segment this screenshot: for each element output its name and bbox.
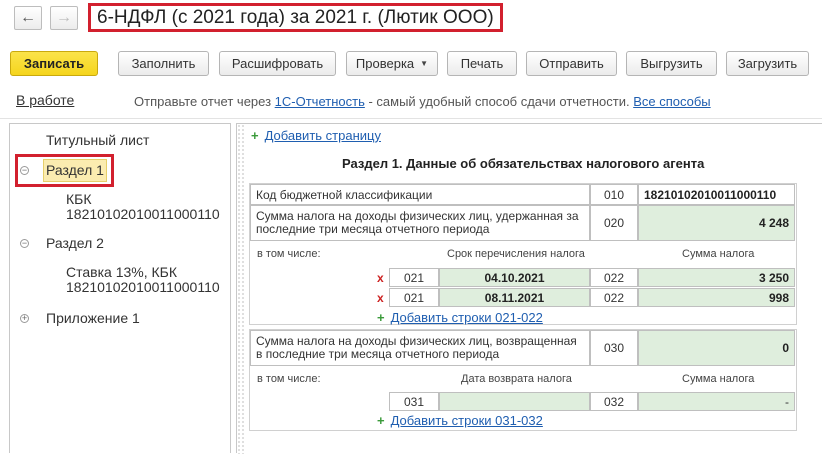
- info-text-before: Отправьте отчет через: [134, 94, 275, 109]
- row1-amount-field[interactable]: 3 250: [638, 268, 795, 287]
- info-text-after: - самый удобный способ сдачи отчетности.: [364, 94, 634, 109]
- tree-item-section2[interactable]: Раздел 2: [46, 235, 104, 251]
- send-button[interactable]: Отправить: [526, 51, 617, 76]
- transfer-date-header: Срок перечисления налога: [447, 248, 585, 260]
- check-dropdown-button[interactable]: [346, 51, 438, 76]
- kbk-code: 18210102010011000110: [66, 206, 220, 222]
- add-rows-021-label: Добавить строки 021-022: [390, 310, 543, 325]
- kbk-row-label: Код бюджетной классификации: [250, 184, 590, 205]
- rate-label: Ставка 13%, КБК: [66, 264, 177, 280]
- tree-item-title-sheet[interactable]: Титульный лист: [46, 132, 150, 148]
- withheld-code: 020: [590, 205, 638, 241]
- arrow-left-icon: ←: [20, 9, 36, 26]
- add-rows-031-label: Добавить строки 031-032: [390, 413, 543, 428]
- section-title: Раздел 1. Данные об обязательствах налогового агента: [342, 156, 705, 171]
- collapse-icon[interactable]: −: [21, 165, 28, 175]
- return-date-header: Дата возврата налога: [461, 373, 572, 385]
- withheld-label: Сумма налога на доходы физических лиц, удержанная за последние три месяца отчетного периода: [250, 205, 590, 241]
- plus-icon: +: [377, 413, 385, 428]
- tax-amount-header-2: Сумма налога: [682, 373, 755, 385]
- print-button[interactable]: Печать: [447, 51, 517, 76]
- kbk-label: КБК: [66, 191, 92, 207]
- rate-code: 18210102010011000110: [66, 279, 220, 295]
- row1-code-022: 022: [590, 268, 638, 287]
- returned-label: Сумма налога на доходы физических лиц, возвращенная в последние три месяца отчетного периода: [250, 330, 590, 366]
- report-form: [236, 123, 822, 453]
- check-button-label: Проверка: [355, 56, 415, 71]
- resize-grip[interactable]: [237, 124, 245, 454]
- row2-code-022: 022: [590, 288, 638, 307]
- fill-button[interactable]: Заполнить: [118, 51, 209, 76]
- delete-row-icon[interactable]: x: [377, 271, 384, 285]
- return-row-code-031: 031: [389, 392, 439, 411]
- return-amount-field[interactable]: -: [638, 392, 795, 411]
- status-link[interactable]: В работе: [16, 92, 75, 108]
- forward-button[interactable]: [50, 6, 78, 30]
- sections-tree: [9, 123, 231, 453]
- add-page-link[interactable]: [251, 128, 381, 143]
- kbk-value-field[interactable]: 18210102010011000110: [638, 184, 795, 205]
- tax-amount-header: Сумма налога: [682, 248, 755, 260]
- arrow-right-icon: →: [56, 9, 72, 26]
- tree-item-section1[interactable]: Раздел 1: [46, 162, 104, 178]
- save-button[interactable]: Записать: [10, 51, 98, 76]
- including-label: в том числе:: [257, 248, 321, 260]
- plus-icon: +: [377, 310, 385, 325]
- import-button[interactable]: Загрузить: [726, 51, 809, 76]
- withheld-value-field[interactable]: 4 248: [638, 205, 795, 241]
- return-row-code-032: 032: [590, 392, 638, 411]
- row1-date-field[interactable]: 04.10.2021: [439, 268, 590, 287]
- returned-code: 030: [590, 330, 638, 366]
- expand-icon[interactable]: +: [21, 313, 28, 323]
- info-message: [134, 94, 711, 109]
- add-page-label: Добавить страницу: [264, 128, 381, 143]
- including-label-2: в том числе:: [257, 373, 321, 385]
- decode-button[interactable]: Расшифровать: [219, 51, 336, 76]
- 1c-reporting-link[interactable]: 1С-Отчетность: [274, 94, 365, 109]
- row1-code-021: 021: [389, 268, 439, 287]
- all-ways-link[interactable]: Все способы: [633, 94, 711, 109]
- export-button[interactable]: Выгрузить: [626, 51, 717, 76]
- add-rows-031-link[interactable]: [377, 413, 543, 428]
- returned-value-field[interactable]: 0: [638, 330, 795, 366]
- window-title: 6-НДФЛ (с 2021 года) за 2021 г. (Лютик ООО): [88, 3, 503, 32]
- add-rows-021-link[interactable]: [377, 310, 543, 325]
- row2-amount-field[interactable]: 998: [638, 288, 795, 307]
- tree-item-rate[interactable]: [66, 265, 220, 295]
- tree-item-kbk[interactable]: [66, 192, 220, 222]
- return-date-field[interactable]: [439, 392, 590, 411]
- kbk-row-code: 010: [590, 184, 638, 205]
- row2-code-021: 021: [389, 288, 439, 307]
- tree-item-appendix1[interactable]: Приложение 1: [46, 310, 140, 326]
- back-button[interactable]: [14, 6, 42, 30]
- row2-date-field[interactable]: 08.11.2021: [439, 288, 590, 307]
- collapse-icon[interactable]: −: [21, 238, 28, 248]
- plus-icon: +: [251, 128, 259, 143]
- delete-row-icon[interactable]: x: [377, 291, 384, 305]
- chevron-down-icon: ▼: [420, 59, 429, 68]
- divider: [0, 118, 822, 119]
